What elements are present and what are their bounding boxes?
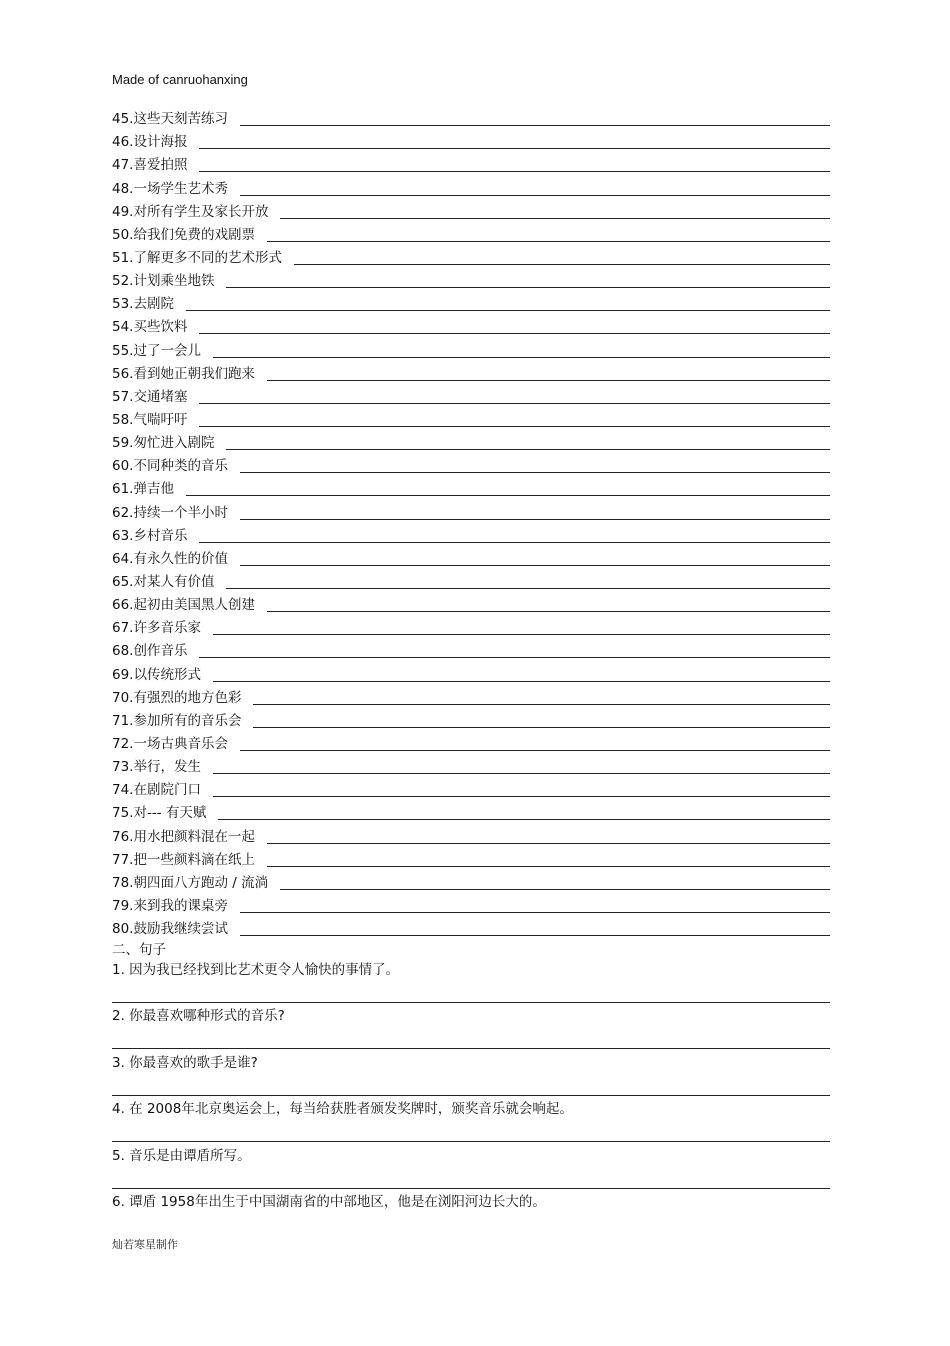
sentence-prompt: 3. 你最喜欢的歌手是谁? xyxy=(112,1054,258,1071)
phrase-text: 参加所有的音乐会 xyxy=(133,712,242,729)
answer-blank-line[interactable] xyxy=(253,727,830,728)
sentence-answer-line[interactable] xyxy=(112,1002,830,1003)
phrase-row xyxy=(112,846,830,869)
sentence-answer-line[interactable] xyxy=(112,1048,830,1049)
answer-blank-line[interactable] xyxy=(226,449,830,450)
phrase-number: 59. xyxy=(112,435,134,452)
answer-blank-line[interactable] xyxy=(294,264,830,265)
answer-blank-line[interactable] xyxy=(199,148,830,149)
phrase-row xyxy=(112,498,830,521)
phrase-number: 69. xyxy=(112,666,134,683)
phrase-text: 把一些颜料滴在纸上 xyxy=(133,851,255,868)
phrase-text: 买些饮料 xyxy=(133,319,188,336)
phrase-number: 74. xyxy=(112,782,134,799)
answer-blank-line[interactable] xyxy=(213,681,830,682)
phrase-text: 气喘吁吁 xyxy=(133,411,188,428)
phrase-text: 对所有学生及家长开放 xyxy=(133,203,269,220)
answer-blank-line[interactable] xyxy=(199,333,830,334)
phrase-row xyxy=(112,869,830,892)
answer-blank-line[interactable] xyxy=(226,287,830,288)
phrase-text: 弹吉他 xyxy=(133,481,174,498)
phrase-row xyxy=(112,244,830,267)
answer-blank-line[interactable] xyxy=(240,565,830,566)
phrase-number: 60. xyxy=(112,458,134,475)
phrase-row xyxy=(112,637,830,660)
phrase-text: 鼓励我继续尝试 xyxy=(133,921,228,938)
sentence-prompt: 6. 谭盾 1958年出生于中国湖南省的中部地区，他是在浏阳河边长大的。 xyxy=(112,1193,546,1210)
phrase-row xyxy=(112,707,830,730)
phrase-row xyxy=(112,221,830,244)
answer-blank-line[interactable] xyxy=(253,704,830,705)
answer-blank-line[interactable] xyxy=(186,495,830,496)
phrase-number: 61. xyxy=(112,481,134,498)
phrase-row xyxy=(112,290,830,313)
phrase-text: 起初由美国黑人创建 xyxy=(133,597,255,614)
phrase-text: 创作音乐 xyxy=(133,643,188,660)
phrase-row xyxy=(112,429,830,452)
phrase-row xyxy=(112,822,830,845)
phrase-list xyxy=(112,105,830,938)
phrase-number: 46. xyxy=(112,134,134,151)
phrase-text: 举行，发生 xyxy=(133,759,201,776)
answer-blank-line[interactable] xyxy=(213,796,830,797)
phrase-number: 76. xyxy=(112,828,134,845)
phrase-row xyxy=(112,660,830,683)
sentence-answer-line[interactable] xyxy=(112,1188,830,1189)
phrase-number: 47. xyxy=(112,157,134,174)
phrase-text: 去剧院 xyxy=(133,296,174,313)
answer-blank-line[interactable] xyxy=(240,195,830,196)
phrase-row xyxy=(112,128,830,151)
phrase-text: 对某人有价值 xyxy=(133,573,215,590)
phrase-row xyxy=(112,799,830,822)
section-title: 二、句子 xyxy=(112,942,166,958)
phrase-number: 56. xyxy=(112,365,134,382)
phrase-number: 45. xyxy=(112,111,134,128)
phrase-row xyxy=(112,591,830,614)
phrase-row xyxy=(112,730,830,753)
sentence-answer-line[interactable] xyxy=(112,1095,830,1096)
phrase-row xyxy=(112,545,830,568)
phrase-number: 67. xyxy=(112,620,134,637)
phrase-text: 一场古典音乐会 xyxy=(133,735,228,752)
answer-blank-line[interactable] xyxy=(199,426,830,427)
phrase-number: 73. xyxy=(112,759,134,776)
phrase-row xyxy=(112,452,830,475)
phrase-row xyxy=(112,336,830,359)
answer-blank-line[interactable] xyxy=(280,218,830,219)
phrase-row xyxy=(112,267,830,290)
phrase-text: 计划乘坐地铁 xyxy=(133,273,215,290)
phrase-number: 80. xyxy=(112,921,134,938)
page-footer: 灿若寒星制作 xyxy=(112,1238,178,1251)
phrase-text: 许多音乐家 xyxy=(133,620,201,637)
answer-blank-line[interactable] xyxy=(186,310,830,311)
phrase-number: 49. xyxy=(112,203,134,220)
phrase-row xyxy=(112,892,830,915)
answer-blank-line[interactable] xyxy=(240,519,830,520)
answer-blank-line[interactable] xyxy=(240,750,830,751)
sentence-answer-line[interactable] xyxy=(112,1141,830,1142)
phrase-text: 这些天刻苦练习 xyxy=(133,111,228,128)
sentence-item xyxy=(112,962,830,1008)
phrase-row xyxy=(112,915,830,938)
phrase-row xyxy=(112,568,830,591)
phrase-number: 63. xyxy=(112,527,134,544)
sentence-item xyxy=(112,1008,830,1054)
phrase-number: 48. xyxy=(112,180,134,197)
answer-blank-line[interactable] xyxy=(267,380,830,381)
phrase-row xyxy=(112,776,830,799)
phrase-row xyxy=(112,406,830,429)
phrase-number: 57. xyxy=(112,388,134,405)
phrase-text: 有永久性的价值 xyxy=(133,550,228,567)
phrase-text: 对--- 有天赋 xyxy=(133,805,207,822)
answer-blank-line[interactable] xyxy=(267,843,830,844)
phrase-row xyxy=(112,475,830,498)
phrase-row xyxy=(112,174,830,197)
answer-blank-line[interactable] xyxy=(240,472,830,473)
answer-blank-line[interactable] xyxy=(267,611,830,612)
answer-blank-line[interactable] xyxy=(267,241,830,242)
answer-blank-line[interactable] xyxy=(226,588,830,589)
phrase-number: 79. xyxy=(112,897,134,914)
phrase-number: 53. xyxy=(112,296,134,313)
answer-blank-line[interactable] xyxy=(213,634,830,635)
phrase-row xyxy=(112,313,830,336)
phrase-row xyxy=(112,614,830,637)
phrase-number: 78. xyxy=(112,874,134,891)
phrase-text: 以传统形式 xyxy=(133,666,201,683)
phrase-text: 乡村音乐 xyxy=(133,527,188,544)
phrase-text: 一场学生艺术秀 xyxy=(133,180,228,197)
answer-blank-line[interactable] xyxy=(199,403,830,404)
phrase-text: 给我们免费的戏剧票 xyxy=(133,226,255,243)
phrase-number: 62. xyxy=(112,504,134,521)
answer-blank-line[interactable] xyxy=(213,357,830,358)
phrase-number: 52. xyxy=(112,273,134,290)
phrase-row xyxy=(112,151,830,174)
phrase-number: 72. xyxy=(112,735,134,752)
sentence-prompt: 5. 音乐是由谭盾所写。 xyxy=(112,1147,251,1164)
phrase-row xyxy=(112,684,830,707)
phrase-number: 70. xyxy=(112,689,134,706)
phrase-text: 设计海报 xyxy=(133,134,188,151)
phrase-row xyxy=(112,383,830,406)
phrase-number: 64. xyxy=(112,550,134,567)
answer-blank-line[interactable] xyxy=(199,171,830,172)
phrase-text: 不同种类的音乐 xyxy=(133,458,228,475)
phrase-number: 50. xyxy=(112,226,134,243)
phrase-text: 用水把颜料混在一起 xyxy=(133,828,255,845)
page-header: Made of canruohanxing xyxy=(112,72,248,87)
sentence-prompt: 4. 在 2008年北京奥运会上，每当给获胜者颁发奖牌时，颁奖音乐就会响起。 xyxy=(112,1101,573,1118)
phrase-row xyxy=(112,198,830,221)
phrase-row xyxy=(112,753,830,776)
phrase-number: 54. xyxy=(112,319,134,336)
phrase-number: 51. xyxy=(112,249,134,266)
phrase-row xyxy=(112,360,830,383)
phrase-number: 65. xyxy=(112,573,134,590)
sentence-item xyxy=(112,1194,830,1240)
answer-blank-line[interactable] xyxy=(240,125,830,126)
answer-blank-line[interactable] xyxy=(240,935,830,936)
phrase-number: 71. xyxy=(112,712,134,729)
answer-blank-line[interactable] xyxy=(199,657,830,658)
sentence-prompt: 2. 你最喜欢哪种形式的音乐? xyxy=(112,1008,285,1025)
phrase-text: 过了一会儿 xyxy=(133,342,201,359)
phrase-row xyxy=(112,105,830,128)
sentence-prompt: 1. 因为我已经找到比艺术更令人愉快的事情了。 xyxy=(112,962,400,978)
phrase-text: 持续一个半小时 xyxy=(133,504,228,521)
answer-blank-line[interactable] xyxy=(218,819,830,820)
phrase-text: 有强烈的地方色彩 xyxy=(133,689,242,706)
answer-blank-line[interactable] xyxy=(267,866,830,867)
phrase-number: 58. xyxy=(112,411,134,428)
sentence-item xyxy=(112,1101,830,1147)
phrase-number: 68. xyxy=(112,643,134,660)
answer-blank-line[interactable] xyxy=(240,912,830,913)
answer-blank-line[interactable] xyxy=(199,542,830,543)
phrase-text: 看到她正朝我们跑来 xyxy=(133,365,255,382)
phrase-text: 喜爱拍照 xyxy=(133,157,188,174)
phrase-text: 交通堵塞 xyxy=(133,388,188,405)
phrase-text: 在剧院门口 xyxy=(133,782,201,799)
phrase-number: 75. xyxy=(112,805,134,822)
phrase-number: 66. xyxy=(112,597,134,614)
answer-blank-line[interactable] xyxy=(280,889,830,890)
answer-blank-line[interactable] xyxy=(213,773,830,774)
sentence-list xyxy=(112,962,830,1240)
phrase-text: 匆忙进入剧院 xyxy=(133,435,215,452)
phrase-text: 来到我的课桌旁 xyxy=(133,897,228,914)
sentence-item xyxy=(112,1055,830,1101)
phrase-number: 77. xyxy=(112,851,134,868)
phrase-text: 朝四面八方跑动 / 流淌 xyxy=(133,874,269,891)
sentence-item xyxy=(112,1148,830,1194)
phrase-row xyxy=(112,522,830,545)
phrase-number: 55. xyxy=(112,342,134,359)
phrase-text: 了解更多不同的艺术形式 xyxy=(133,249,282,266)
